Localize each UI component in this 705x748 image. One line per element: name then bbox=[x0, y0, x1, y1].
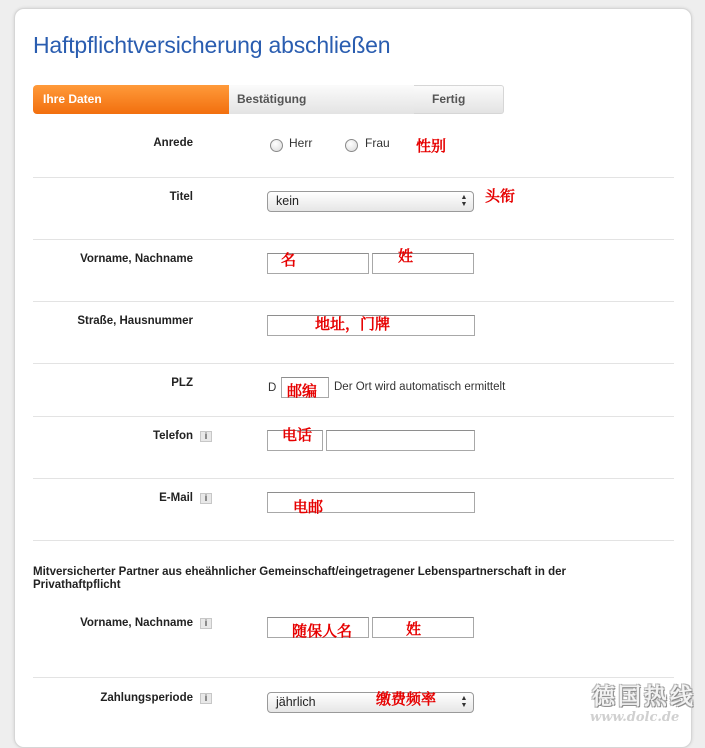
page-title: Haftpflichtversicherung abschließen bbox=[33, 32, 391, 58]
annotation-partner-last-name: 姓 bbox=[406, 620, 422, 638]
titel-label: Titel bbox=[169, 191, 193, 203]
divider bbox=[33, 540, 674, 541]
email-label: E-Mail bbox=[159, 492, 193, 504]
plz-hint: Der Ort wird automatisch ermittelt bbox=[334, 381, 506, 393]
annotation-payment: 缴费频率 bbox=[376, 690, 437, 708]
info-icon[interactable]: i bbox=[200, 693, 212, 704]
annotation-gender: 性别 bbox=[416, 137, 447, 155]
watermark-url: www.dolc.de bbox=[590, 710, 680, 725]
divider bbox=[33, 239, 674, 240]
street-label: Straße, Hausnummer bbox=[77, 315, 193, 327]
annotation-email: 电邮 bbox=[293, 498, 324, 516]
telefon-label: Telefon bbox=[152, 430, 193, 442]
annotation-first-name: 名 bbox=[281, 251, 297, 269]
divider bbox=[33, 677, 674, 678]
step-bestaetigung bbox=[229, 85, 414, 114]
plz-label: PLZ bbox=[171, 377, 193, 389]
divider bbox=[33, 363, 674, 364]
zahlung-select-value: jährlich bbox=[276, 695, 316, 709]
last-name-input[interactable] bbox=[372, 253, 474, 274]
radio-frau[interactable] bbox=[345, 139, 358, 152]
info-icon[interactable]: i bbox=[200, 618, 212, 629]
info-icon[interactable]: i bbox=[200, 431, 212, 442]
titel-select-value: kein bbox=[276, 194, 299, 208]
radio-herr[interactable] bbox=[270, 139, 283, 152]
annotation-title: 头衔 bbox=[485, 187, 516, 205]
radio-herr-label[interactable]: Herr bbox=[289, 136, 313, 150]
annotation-last-name: 姓 bbox=[398, 247, 414, 265]
zahlung-label: Zahlungsperiode bbox=[100, 692, 193, 704]
partner-last-name-input[interactable] bbox=[372, 617, 474, 638]
partner-heading: Mitversicherter Partner aus eheähnlicher Gemeinschaft/eingetragener Lebenspartnerschaft in der Privathaftpflicht bbox=[33, 566, 567, 591]
zahlung-select[interactable] bbox=[267, 692, 474, 713]
radio-frau-label[interactable]: Frau bbox=[365, 136, 390, 150]
partner-name-label: Vorname, Nachname bbox=[80, 617, 193, 629]
divider bbox=[33, 301, 674, 302]
divider bbox=[33, 177, 674, 178]
watermark bbox=[590, 678, 705, 732]
info-icon[interactable]: i bbox=[200, 493, 212, 504]
annotation-address: 地址，门牌 bbox=[315, 315, 391, 333]
step-label: Bestätigung bbox=[237, 92, 307, 106]
plz-prefix: D bbox=[268, 382, 277, 394]
step-fertig bbox=[414, 85, 504, 114]
annotation-partner-first-name: 随保人名 bbox=[292, 622, 353, 640]
step-label: Fertig bbox=[432, 92, 466, 106]
annotation-postcode: 邮编 bbox=[287, 382, 318, 400]
titel-select[interactable] bbox=[267, 191, 474, 212]
progress-steps bbox=[33, 85, 508, 114]
step-ihre-daten: Ihre Daten bbox=[33, 85, 229, 114]
select-arrows-icon: ▲ ▼ bbox=[460, 695, 468, 709]
watermark-logo: 德国热线 bbox=[592, 684, 696, 710]
annotation-phone: 电话 bbox=[282, 426, 313, 444]
name-label: Vorname, Nachname bbox=[80, 253, 193, 265]
phone-number-input[interactable] bbox=[326, 430, 475, 451]
anrede-label: Anrede bbox=[153, 137, 193, 149]
select-arrows-icon: ▲ ▼ bbox=[460, 194, 468, 208]
divider bbox=[33, 478, 674, 479]
divider bbox=[33, 416, 674, 417]
